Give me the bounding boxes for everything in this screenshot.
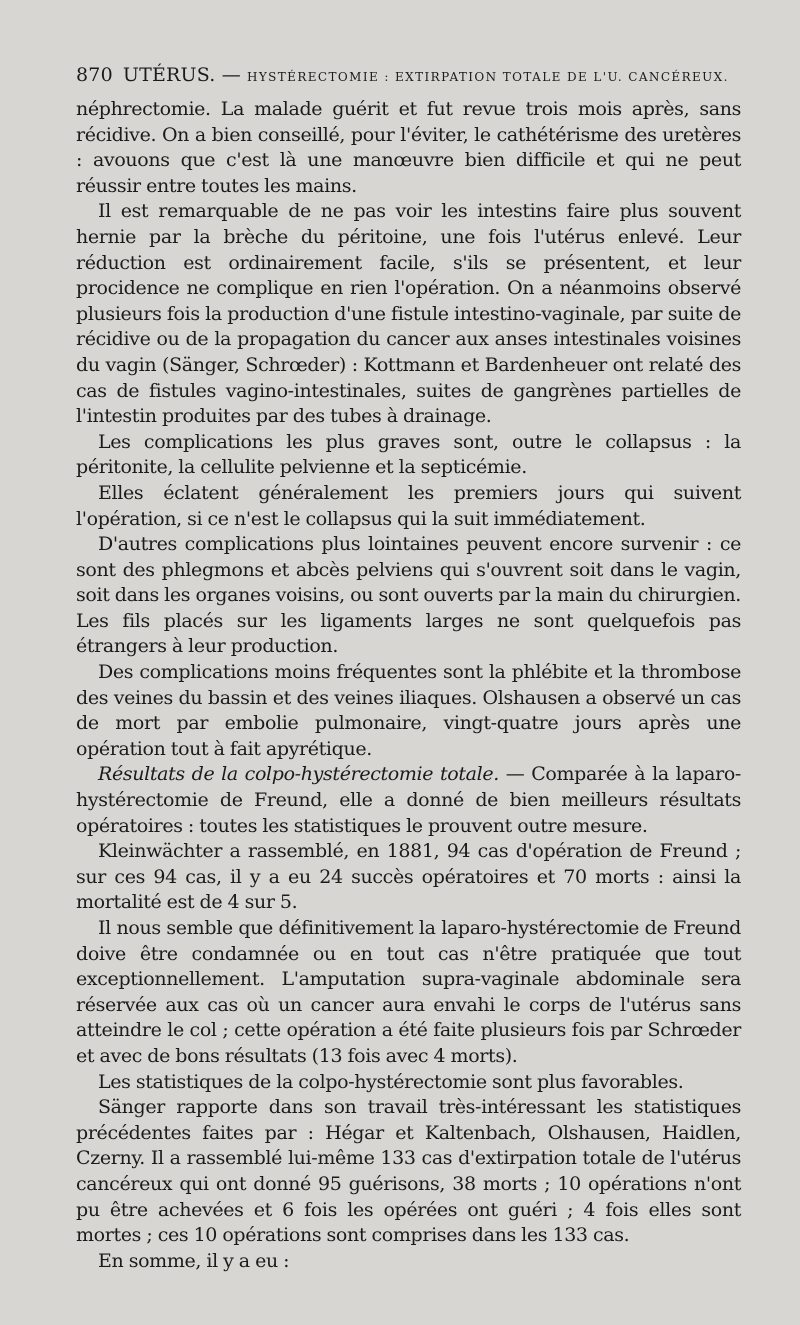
paragraph: Il nous semble que définitivement la laparo-hystérectomie de Freund doive être condamnée ou en tout cas n'être pratiquée que tout exceptionnellement. L'amputation supra-vaginale abdominale sera réservée aux cas où un cancer aura envahi le corps de l'utérus sans atteindre le col ; cette opération a été faite plusieurs fois par Schrœder et avec de bons résultats (13 fois avec 4 morts). — [76, 917, 741, 1067]
paragraph: Sänger rapporte dans son travail très-intéressant les statistiques précédentes faites par : Hégar et Kaltenbach, Olshausen, Haidlen, Czerny. Il a rassemblé lui-même 133 cas d'extirpation totale de l'utérus cancéreux qui ont donné 95 guérisons, 38 morts ; 10 opérations n'ont pu être achevées et 6 fois les opérées ont guéri ; 4 fois elles sont mortes ; ces 10 opérations sont comprises dans les 133 cas. — [76, 1096, 741, 1247]
paragraph: Les complications les plus graves sont, outre le collapsus : la péritonite, la cellulite pelvienne et la septicémie. — [76, 430, 741, 479]
paragraph: Il est remarquable de ne pas voir les intestins faire plus souvent hernie par la brèche du péritoine, une fois l'utérus enlevé. Leur réduction est ordinairement facile, s'ils se présentent, et leur procidence ne complique en rien l'opération. On a néanmoins observé plusieurs fois la production d'une fistule intestino-vaginale, par suite de récidive ou de la propagation du cancer aux anses intestinales voisines du vagin (Sänger, Schrœder) : Kottmann et Bardenheuer ont relaté des cas de fistules vagino-intestinales, suites de gangrènes partielles de l'intestin produites par des tubes à drainage. — [76, 200, 741, 428]
page-body — [76, 97, 741, 1274]
paragraph: Des complications moins fréquentes sont la phlébite et la thrombose des veines du bassin et des veines iliaques. Olshausen a observé un cas de mort par embolie pulmonaire, vingt-quatre jours après une opération tout à fait apyrétique. — [76, 661, 741, 760]
paragraph-continued: néphrectomie. La malade guérit et fut revue trois mois après, sans récidive. On a bien conseillé, pour l'éviter, le cathétérisme des uretères : avouons que c'est là une manœuvre bien difficile et qui ne peut réussir entre toutes les mains. — [76, 98, 741, 197]
paragraph: Les statistiques de la colpo-hystérectomie sont plus favorables. — [98, 1070, 684, 1093]
running-subtitle: HYSTÉRECTOMIE : EXTIRPATION TOTALE DE L'U. CANCÉREUX. — [246, 70, 729, 84]
paragraph: D'autres complications plus lointaines peuvent encore survenir : ce sont des phlegmons et abcès pelviens qui s'ouvrent soit dans le vagin, soit dans les organes voisins, ou sont ouverts par la main du chirurgien. Les fils placés sur les ligaments larges ne sont quelquefois pas étrangers à leur production. — [76, 533, 741, 658]
paragraph: Elles éclatent généralement les premiers jours qui suivent l'opération, si ce n'est le collapsus qui la suit immédiatement. — [76, 481, 741, 530]
running-title: UTÉRUS. — — [122, 64, 241, 86]
results-text: — Comparée à la laparo-hystérectomie de Freund, elle a donné de bien meilleurs résultats opératoires : toutes les statistiques le prouvent outre mesure. — [76, 763, 742, 837]
paragraph: Kleinwächter a rassemblé, en 1881, 94 cas d'opération de Freund ; sur ces 94 cas, il y a eu 24 succès opératoires et 70 morts : ainsi la mortalité est de 4 sur 5. — [76, 840, 741, 914]
results-paragraph — [76, 762, 741, 839]
section-heading: Résultats de la colpo-hystérectomie totale. — [98, 763, 499, 786]
page-number: 870 — [76, 64, 113, 86]
running-header — [76, 62, 741, 90]
paragraph: En somme, il y a eu : — [98, 1249, 290, 1272]
